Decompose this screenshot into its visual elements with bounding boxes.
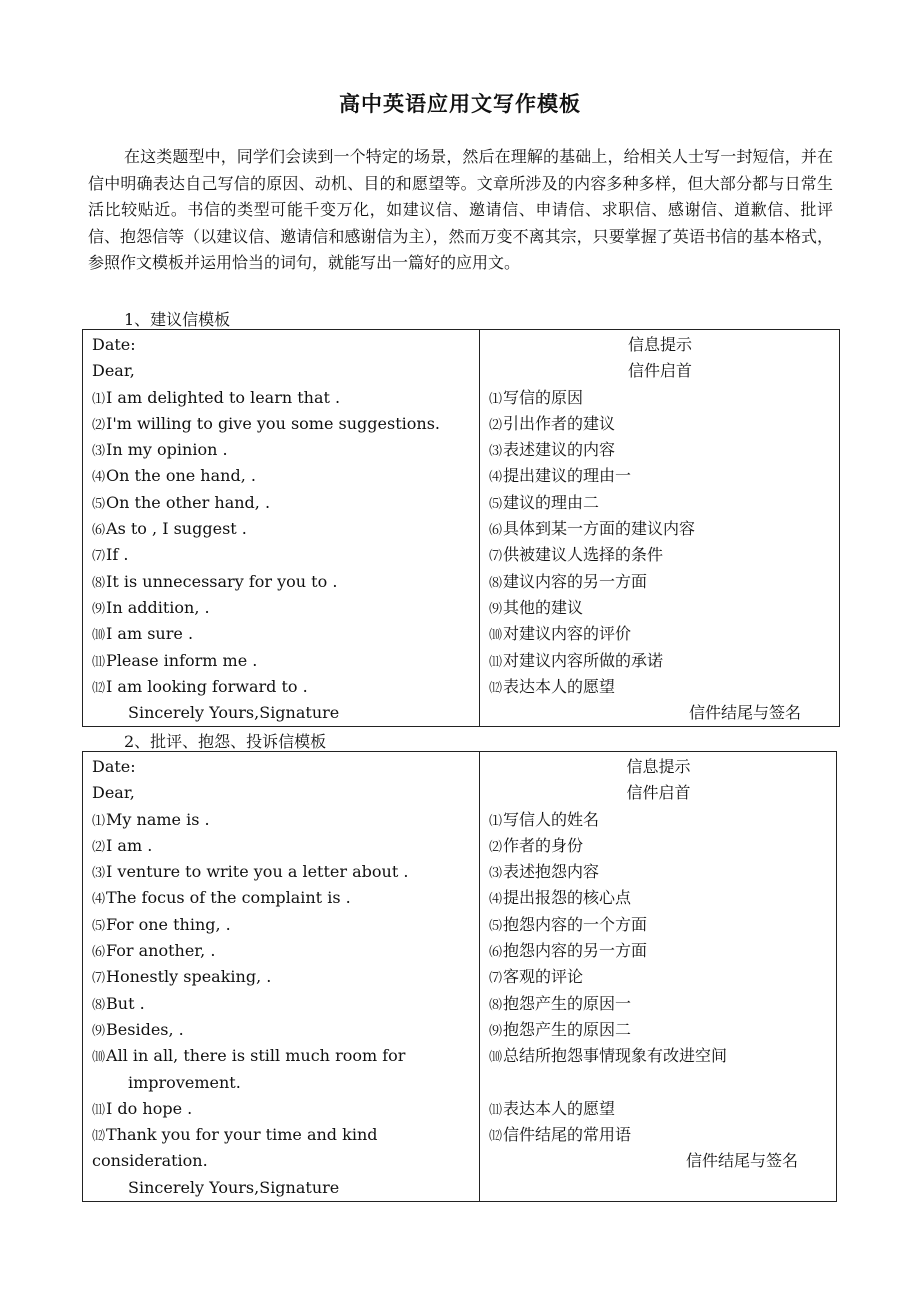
date-line: Date: (92, 335, 136, 354)
item-text: 表达本人的愿望 (503, 676, 616, 696)
item-text: Honestly speaking, . (106, 967, 272, 987)
item-text: I'm willing to give you some suggestions. (106, 413, 440, 433)
template-item (92, 621, 471, 647)
item-text: On the one hand, . (106, 466, 256, 486)
item-number: ⑹ (489, 945, 503, 961)
item-number: ⑿ (92, 1129, 106, 1145)
item-text: 作者的身份 (503, 835, 584, 855)
hint-item (489, 437, 831, 463)
item-number: ⑻ (92, 997, 106, 1013)
hint-header: 信息提示 (627, 335, 692, 354)
item-number: ⑸ (489, 496, 503, 512)
item-text: 抱怨内容的一个方面 (503, 914, 648, 934)
spacer (489, 1070, 828, 1096)
page-title: 高中英语应用文写作模板 (339, 92, 581, 116)
hint-opening: 信件启首 (627, 361, 692, 381)
item-text: I am sure . (106, 624, 194, 644)
item-number: ⑶ (92, 866, 106, 882)
item-number: ⑾ (489, 654, 503, 670)
item-text: 表达本人的愿望 (503, 1098, 616, 1118)
item-number: ⑿ (489, 680, 503, 696)
hint-item (489, 938, 828, 964)
item-text: 表述抱怨内容 (503, 862, 600, 882)
section-1-heading: 1、建议信模板 (124, 310, 231, 329)
intro-paragraph: 在这类题型中，同学们会读到一个特定的场景，然后在理解的基础上，给相关人士写一封短信，并在信中明确表达自己写信的原因、动机、目的和愿望等。文章所涉及的内容多种多样，但大部分都与日常生活比较贴近。书信的类型可能千变万化，如建议信、邀请信、申请信、求职信、感谢信、道歉信、批评信、抱怨信等（以建议信、邀请信和感谢信为主），然而万变不离其宗，只要掌握了英语书信的基本格式，参照作文模板并运用恰当的词句，就能写出一篇好的应用文。 (88, 147, 833, 272)
hint-item (489, 1043, 828, 1069)
suggestion-letter-table (82, 329, 840, 727)
hint-item (489, 621, 831, 647)
item-text: My name is . (106, 809, 210, 829)
item-number: ⑵ (92, 839, 106, 855)
hint-item (489, 1096, 828, 1122)
item-number: ⑿ (489, 1129, 503, 1145)
item-text: 具体到某一方面的建议内容 (503, 519, 696, 539)
item-text: 建议内容的另一方面 (503, 571, 648, 591)
item-number: ⑼ (92, 601, 106, 617)
item-number: ⑽ (92, 628, 106, 644)
item-number: ⑴ (92, 391, 106, 407)
item-text: 对建议内容所做的承诺 (503, 650, 664, 670)
template-item (92, 490, 471, 516)
hint-item (489, 490, 831, 516)
template-item (92, 463, 471, 489)
item-number: ⑷ (489, 892, 503, 908)
hint-item (489, 463, 831, 489)
template-item (92, 807, 471, 833)
template-item (92, 885, 471, 911)
template-item (92, 964, 471, 990)
hint-item (489, 991, 828, 1017)
item-text: Please inform me . (106, 650, 258, 670)
item-number: ⑵ (92, 417, 106, 433)
item-text: If . (106, 545, 129, 565)
signature-line: Sincerely Yours,Signature (128, 703, 340, 723)
item-number: ⑼ (92, 1023, 106, 1039)
hint-item (489, 885, 828, 911)
item-text: I am . (106, 835, 153, 855)
template-item (92, 859, 471, 885)
hint-item (489, 833, 828, 859)
hint-closing: 信件结尾与签名 (685, 1151, 798, 1171)
item-number: ⑾ (92, 1102, 106, 1118)
item-text: 提出建议的理由一 (503, 466, 632, 486)
suggestion-letter-hints (480, 330, 840, 727)
item-number: ⑺ (92, 549, 106, 565)
item-text: 引出作者的建议 (503, 413, 616, 433)
item-text: 总结所抱怨事情现象有改进空间 (503, 1046, 728, 1066)
item-text: 信件结尾的常用语 (503, 1125, 632, 1145)
hint-item (489, 542, 831, 568)
template-item (92, 516, 471, 542)
item-text: It is unnecessary for you to . (106, 571, 338, 591)
item-number: ⑸ (92, 496, 106, 512)
hint-item (489, 1122, 828, 1148)
date-line: Date: (92, 757, 136, 776)
template-item (92, 411, 471, 437)
template-item-continuation: consideration. (92, 1151, 208, 1171)
template-item (92, 648, 471, 674)
item-number: ⑶ (489, 866, 503, 882)
item-text: As to , I suggest . (106, 519, 247, 539)
hint-item (489, 648, 831, 674)
template-item (92, 437, 471, 463)
item-text: 其他的建议 (503, 597, 584, 617)
item-number: ⑷ (92, 892, 106, 908)
template-item (92, 674, 471, 700)
item-number: ⑿ (92, 680, 106, 696)
item-number: ⑴ (489, 391, 503, 407)
item-text: 抱怨产生的原因二 (503, 1019, 632, 1039)
item-number: ⑸ (92, 918, 106, 934)
item-number: ⑷ (92, 470, 106, 486)
item-number: ⑺ (489, 549, 503, 565)
template-item (92, 1122, 471, 1148)
complaint-letter-template (83, 752, 480, 1202)
item-text: Thank you for your time and kind (106, 1125, 378, 1145)
item-text: But . (106, 993, 145, 1013)
item-number: ⑻ (92, 575, 106, 591)
item-text: In addition, . (106, 597, 210, 617)
item-number: ⑻ (489, 575, 503, 591)
item-text: I am looking forward to . (106, 676, 308, 696)
salutation-line: Dear, (92, 783, 135, 803)
hint-item (489, 859, 828, 885)
template-item (92, 912, 471, 938)
hint-item (489, 411, 831, 437)
item-number: ⑵ (489, 417, 503, 433)
complaint-letter-hints (480, 752, 837, 1202)
template-item (92, 542, 471, 568)
template-item (92, 595, 471, 621)
item-text: 抱怨产生的原因一 (503, 993, 632, 1013)
template-item (92, 1017, 471, 1043)
template-item (92, 991, 471, 1017)
section-2-heading: 2、批评、抱怨、投诉信模板 (124, 732, 327, 751)
item-number: ⑻ (489, 997, 503, 1013)
item-text: 供被建议人选择的条件 (503, 545, 664, 565)
template-item (92, 938, 471, 964)
salutation-line: Dear, (92, 361, 135, 381)
hint-header: 信息提示 (626, 757, 691, 776)
item-number: ⑸ (489, 918, 503, 934)
item-number: ⑾ (489, 1102, 503, 1118)
item-text: 表述建议的内容 (503, 440, 616, 460)
hint-item (489, 516, 831, 542)
item-number: ⑴ (489, 813, 503, 829)
item-text: 对建议内容的评价 (503, 624, 632, 644)
item-number: ⑴ (92, 813, 106, 829)
item-number: ⑺ (92, 971, 106, 987)
item-text: In my opinion . (106, 440, 228, 460)
item-number: ⑽ (92, 1050, 106, 1066)
item-text: 写信人的姓名 (503, 809, 600, 829)
item-text: I do hope . (106, 1098, 193, 1118)
hint-item (489, 1017, 828, 1043)
item-number: ⑼ (489, 1023, 503, 1039)
item-text: I venture to write you a letter about . (106, 862, 409, 882)
hint-item (489, 385, 831, 411)
item-text: The focus of the complaint is . (106, 888, 351, 908)
item-number: ⑹ (92, 945, 106, 961)
item-number: ⑵ (489, 839, 503, 855)
template-item (92, 569, 471, 595)
template-item (92, 385, 471, 411)
item-text: 客观的评论 (503, 967, 584, 987)
hint-closing: 信件结尾与签名 (688, 703, 801, 723)
template-item-continuation: improvement. (128, 1072, 241, 1092)
item-number: ⑹ (92, 523, 106, 539)
item-text: For another, . (106, 941, 216, 961)
item-number: ⑺ (489, 971, 503, 987)
signature-line: Sincerely Yours,Signature (128, 1177, 340, 1197)
hint-opening: 信件启首 (626, 783, 691, 803)
hint-item (489, 569, 831, 595)
item-text: I am delighted to learn that . (106, 387, 341, 407)
template-item (92, 1096, 471, 1122)
hint-item (489, 674, 831, 700)
suggestion-letter-template (83, 330, 480, 727)
item-text: 提出报怨的核心点 (503, 888, 632, 908)
hint-item (489, 807, 828, 833)
item-number: ⑹ (489, 523, 503, 539)
item-number: ⑶ (489, 444, 503, 460)
item-number: ⑽ (489, 628, 503, 644)
item-number: ⑼ (489, 601, 503, 617)
item-text: On the other hand, . (106, 492, 271, 512)
item-number: ⑷ (489, 470, 503, 486)
item-number: ⑾ (92, 654, 106, 670)
item-text: 抱怨内容的另一方面 (503, 941, 648, 961)
item-number: ⑶ (92, 444, 106, 460)
template-item (92, 833, 471, 859)
template-item (92, 1043, 471, 1069)
hint-item (489, 595, 831, 621)
complaint-letter-table (82, 751, 837, 1202)
item-text: For one thing, . (106, 914, 231, 934)
item-text: All in all, there is still much room for (106, 1046, 406, 1066)
item-number: ⑽ (489, 1050, 503, 1066)
hint-item (489, 964, 828, 990)
item-text: 写信的原因 (503, 387, 584, 407)
item-text: 建议的理由二 (503, 492, 600, 512)
item-text: Besides, . (106, 1019, 184, 1039)
hint-item (489, 912, 828, 938)
